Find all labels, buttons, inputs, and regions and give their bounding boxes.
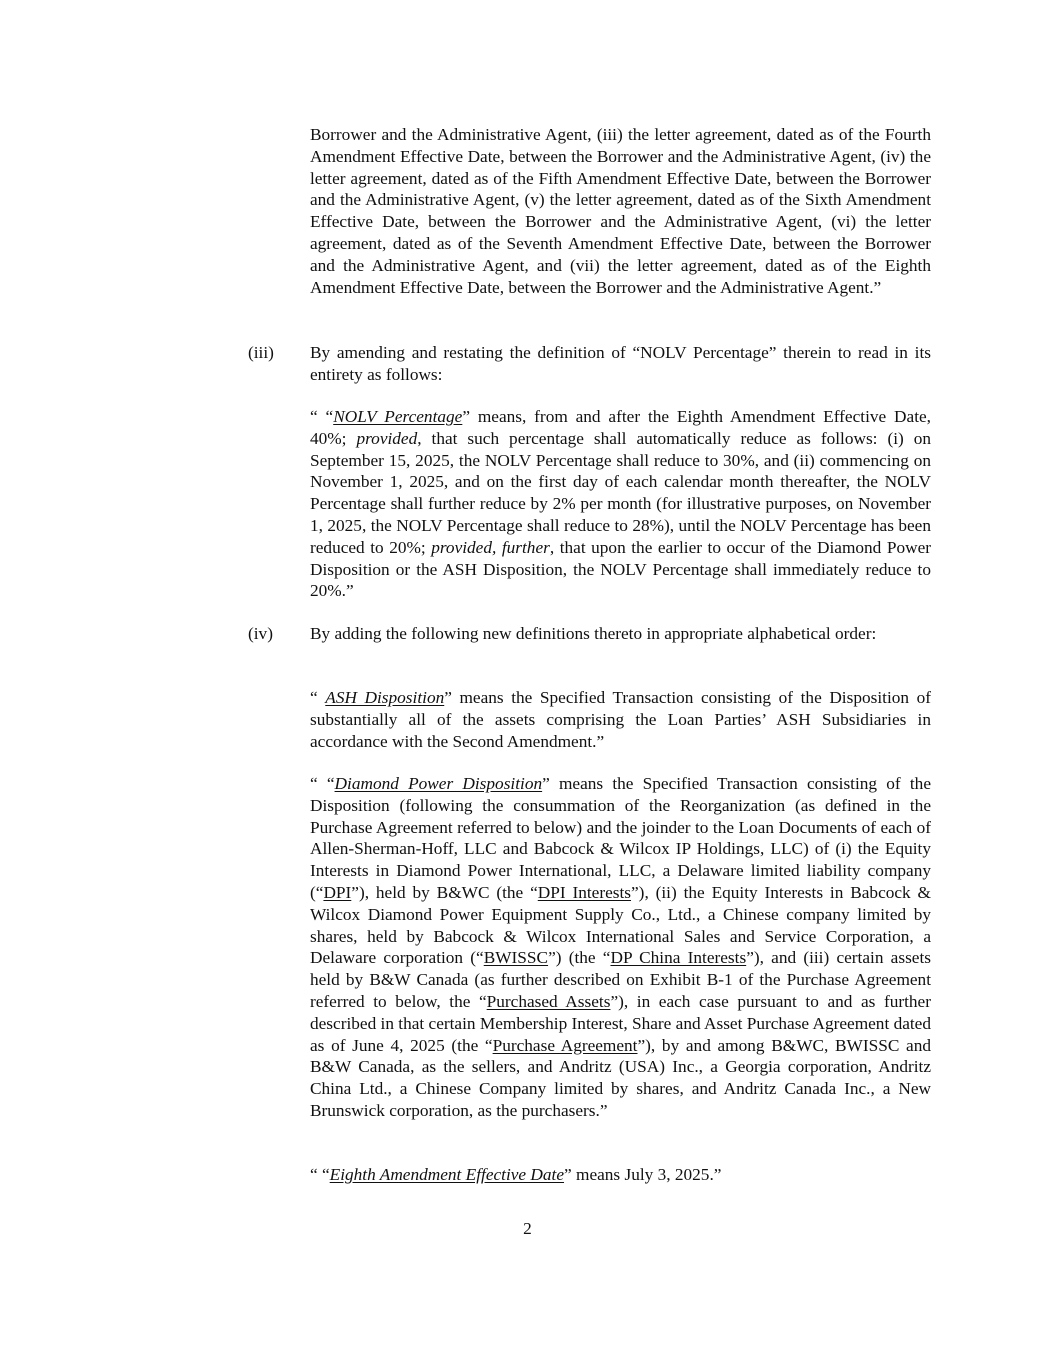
definition-text: ”), in each case pursuant to and as further described in that certain Membership Interest, Share and Asset Purchase Agreement dated as of June 4, 2025 (the “	[310, 991, 931, 1055]
page-number: 2	[523, 1219, 532, 1238]
provided-term: provided	[356, 428, 418, 448]
defined-term-bwissc: BWISSC	[483, 948, 549, 968]
definition-text: , that such percentage shall automatically reduce as follows: (i) on September 15, 2025, the NOLV Percentage shall reduce to 30%, and (ii) commencing on November 1, 2025, and on the first day of each calendar month thereafter, the NOLV Percentage shall further reduce by 2% per month (for illustrative purposes, on November 1, 2025, the NOLV Percentage shall reduce to 28%), until the NOLV Percentage has been reduced to 20%;	[310, 428, 931, 557]
item-iv-text: By adding the following new definitions thereto in appropriate alphabetical order:	[310, 624, 877, 643]
defined-term-eighth-amendment-effective-date: Eighth Amendment Effective Date	[329, 1165, 565, 1184]
def-open-quotes: “ “	[310, 1165, 330, 1184]
definition-text: ” means July 3, 2025.”	[564, 1165, 722, 1184]
definition-text: ” means the Specified Transaction consisting of the Disposition of substantially all of the assets comprising the Loan Parties’ ASH Subsidiaries in accordance with the Second Amendment.”	[310, 688, 931, 751]
def-open-quotes: “ “	[310, 407, 334, 426]
def-open-quotes: “	[310, 688, 326, 707]
definition-text: ”), held by B&WC (the “	[351, 882, 538, 902]
nolv-percentage-definition	[310, 406, 931, 602]
definition-text: , that upon the earlier to occur of the Diamond Power Disposition or the ASH Disposition, the NOLV Percentage shall immediately reduce to 20%.”	[310, 537, 931, 601]
provided-further-term: provided, further	[431, 537, 550, 557]
def-open-quotes: “ “	[310, 774, 335, 793]
definition-text: ”) (the “	[548, 948, 611, 968]
definition-text: ” means, from and after the Eighth Amendment Effective Date, 40%;	[310, 407, 931, 448]
defined-term-dp-china-interests: DP China Interests	[610, 948, 747, 968]
item-iii-text: By amending and restating the definition of “NOLV Percentage” therein to read in its entirety as follows:	[310, 343, 931, 384]
item-iii-label: (iii)	[248, 343, 274, 362]
definition-text: ”), and (iii) certain assets held by B&W Canada (as further described on Exhibit B-1 of the Purchase Agreement referred to below, the “	[310, 948, 931, 1011]
defined-term-diamond-power-disposition: Diamond Power Disposition	[334, 774, 543, 793]
defined-term-ash-disposition: ASH Disposition	[325, 688, 445, 707]
diamond-power-disposition-definition	[310, 773, 931, 1122]
defined-term-dpi-interests: DPI Interests	[537, 882, 632, 902]
defined-term-nolv-percentage: NOLV Percentage	[333, 407, 463, 426]
defined-term-purchase-agreement: Purchase Agreement	[492, 1035, 638, 1055]
defined-term-purchased-assets: Purchased Assets	[486, 991, 611, 1011]
definition-text: ”), (ii) the Equity Interests in Babcock & Wilcox Diamond Power Equipment Supply Co., Ltd., a Chinese company limited by shares, held by Babcock & Wilcox International Sales and Service Corporation, a Delaware corporation (“	[310, 882, 931, 968]
item-iv-label: (iv)	[248, 624, 273, 643]
definition-text: ” means the Specified Transaction consisting of the Disposition (following the consummation of the Reorganization (as defined in the Purchase Agreement referred to below) and the joinder to the Loan Documents of each of Allen-Sherman-Hoff, LLC and Babcock & Wilcox IP Holdings, LLC) of (i) the Equity Interests in Diamond Power International, LLC, a Delaware limited liability company (“	[310, 774, 931, 902]
ash-disposition-definition	[310, 687, 931, 752]
continuation-paragraph: Borrower and the Administrative Agent, (iii) the letter agreement, dated as of the Fourth Amendment Effective Date, between the Borrower and the Administrative Agent, (iv) the letter agreement, dated as of the Fifth Amendment Effective Date, between the Borrower and the Administrative Agent, (v) the letter agreement, dated as of the Sixth Amendment Effective Date, between the Borrower and the Administrative Agent, (vi) the letter agreement, dated as of the Seventh Amendment Effective Date, between the Borrower and the Administrative Agent, and (vii) the letter agreement, dated as of the Eighth Amendment Effective Date, between the Borrower and the Administrative Agent.”	[310, 125, 931, 297]
definition-text: ”), by and among B&WC, BWISSC and B&W Canada, as the sellers, and Andritz (USA) Inc., a Georgia corporation, Andritz China Ltd., a Chinese Company limited by shares, and Andritz Canada Inc., a New Brunswick corporation, as the purchasers.”	[310, 1035, 932, 1120]
defined-term-dpi: DPI	[323, 882, 352, 902]
eighth-amendment-effective-date-definition	[310, 1164, 931, 1186]
